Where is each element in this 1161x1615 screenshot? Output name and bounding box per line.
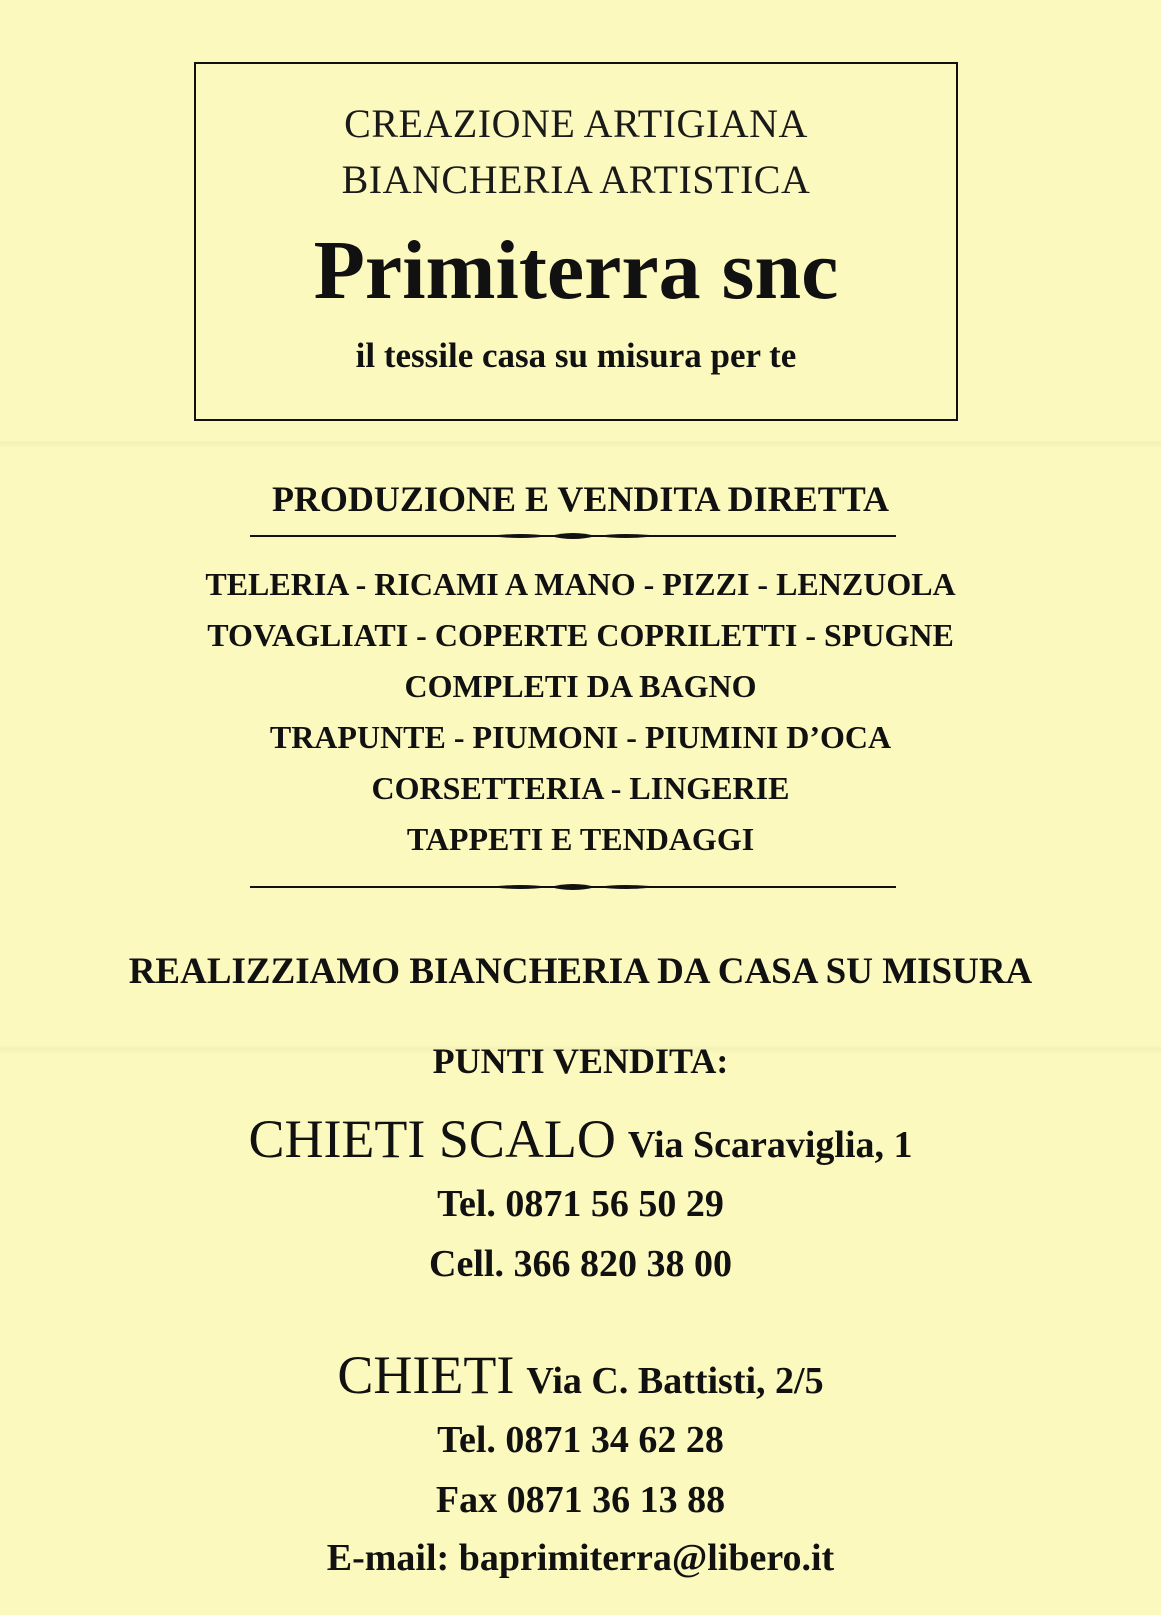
store-2-city: CHIETI [337,1345,515,1405]
header-line-1: CREAZIONE ARTIGIANA [344,101,808,146]
store-2-fax: Fax 0871 36 13 88 [435,1479,726,1521]
production-item: TELERIA - RICAMI A MANO - PIZZI - LENZUOLA [205,566,956,602]
header-line-2: BIANCHERIA ARTISTICA [341,157,811,202]
company-name: Primiterra snc [313,224,839,317]
company-tagline: il tessile casa su misura per te [355,336,797,375]
production-item: TAPPETI E TENDAGGI [406,821,755,857]
store-1-city: CHIETI SCALO [248,1109,616,1169]
production-item: CORSETTERIA - LINGERIE [371,770,790,806]
stores-title: PUNTI VENDITA: [432,1041,729,1081]
store-1-heading [0,1108,1161,1170]
production-title: PRODUZIONE E VENDITA DIRETTA [271,479,890,519]
store-1-address: Via Scaraviglia, 1 [627,1124,913,1166]
store-2-heading [0,1344,1161,1406]
store-2-phone: Tel. 0871 34 62 28 [437,1419,724,1461]
production-item: COMPLETI DA BAGNO [404,668,757,704]
production-item: TRAPUNTE - PIUMONI - PIUMINI D’OCA [269,719,892,755]
store-2-address: Via C. Battisti, 2/5 [526,1360,824,1402]
store-1-phone: Tel. 0871 56 50 29 [437,1183,724,1225]
custom-made-statement: REALIZZIAMO BIANCHERIA DA CASA SU MISURA [128,951,1033,992]
store-1-mobile: Cell. 366 820 38 00 [429,1243,732,1285]
header-box [194,62,958,421]
production-item: TOVAGLIATI - COPERTE COPRILETTI - SPUGNE [207,617,954,653]
ornamental-divider-bottom [250,881,896,893]
ornamental-divider-top [250,530,896,542]
email-address: E-mail: baprimiterra@libero.it [326,1537,835,1579]
